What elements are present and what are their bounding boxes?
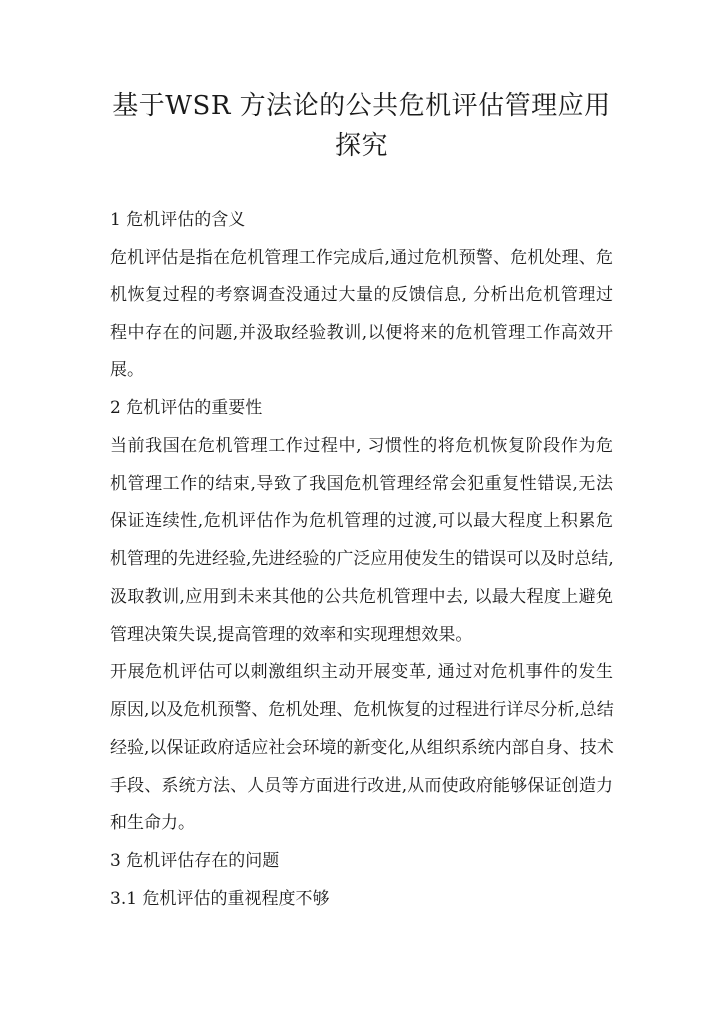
paragraph-line: 管理决策失误,提高管理的效率和实现理想效果。 bbox=[110, 625, 473, 645]
paragraph-line: 机恢复过程的考察调查没通过大量的反馈信息, 分析出危机管理过 bbox=[110, 285, 613, 305]
section-heading-1: 1 危机评估的含义 bbox=[110, 210, 246, 230]
section-heading-3: 3 危机评估存在的问题 bbox=[110, 851, 280, 871]
title-line-2: 探究 bbox=[334, 131, 388, 161]
section-heading-2: 2 危机评估的重要性 bbox=[110, 398, 263, 418]
paragraph-line: 危机评估是指在危机管理工作完成后,通过危机预警、危机处理、危 bbox=[110, 248, 613, 268]
paragraph-line: 程中存在的问题,并汲取经验教训,以便将来的危机管理工作高效开 bbox=[110, 323, 613, 343]
paragraph-line: 展。 bbox=[110, 360, 144, 380]
title-line-1: 基于WSR 方法论的公共危机评估管理应用 bbox=[112, 91, 611, 121]
paragraph-line: 原因,以及危机预警、危机处理、危机恢复的过程进行详尽分析,总结 bbox=[110, 700, 614, 720]
paragraph-line: 开展危机评估可以刺激组织主动开展变革, 通过对危机事件的发生 bbox=[110, 662, 613, 682]
paragraph-line: 保证连续性,危机评估作为危机管理的过渡,可以最大程度上积累危 bbox=[110, 511, 613, 531]
paragraph-line: 经验,以保证政府适应社会环境的新变化,从组织系统内部自身、技术 bbox=[110, 738, 614, 758]
paragraph-line: 和生命力。 bbox=[110, 813, 195, 833]
document-title bbox=[110, 86, 613, 166]
paragraph-line: 机管理工作的结束,导致了我国危机管理经常会犯重复性错误,无法 bbox=[110, 474, 613, 494]
paragraph-line: 手段、系统方法、人员等方面进行改进,从而使政府能够保证创造力 bbox=[110, 776, 613, 796]
paragraph-line: 机管理的先进经验,先进经验的广泛应用使发生的错误可以及时总结, bbox=[110, 549, 614, 569]
section-heading-3-1: 3.1 危机评估的重视程度不够 bbox=[110, 889, 330, 909]
paragraph-line: 汲取教训,应用到未来其他的公共危机管理中去, 以最大程度上避免 bbox=[110, 587, 613, 607]
paragraph-line: 当前我国在危机管理工作过程中, 习惯性的将危机恢复阶段作为危 bbox=[110, 436, 613, 456]
